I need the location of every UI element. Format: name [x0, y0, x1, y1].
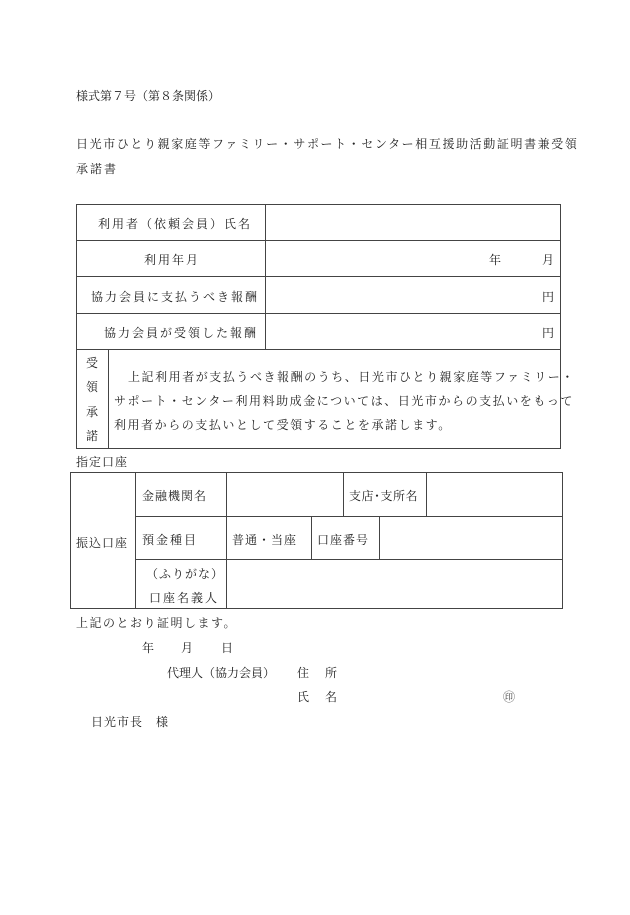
table1-consent-divider: [108, 349, 109, 449]
consent-text-line: 上記利用者が支払うべき報酬のうち、日光市ひとり親家庭等ファミリー・: [128, 370, 575, 384]
consent-label-char: 承: [86, 405, 99, 419]
name-label: 氏 名: [297, 690, 340, 704]
usage-month-label: 利用年月: [144, 253, 201, 267]
furigana-label: （ふりがな）: [146, 567, 225, 581]
table1-border-right: [560, 204, 561, 449]
table1-border-bottom: [76, 448, 561, 449]
user-name-label: 利用者（依頼会員）氏名: [98, 217, 253, 231]
table2-col-divider: [311, 516, 312, 559]
fee-to-pay-field[interactable]: [266, 277, 560, 313]
table2-col-divider: [343, 472, 344, 516]
consent-label-char: 領: [86, 380, 99, 394]
table2-col-divider: [135, 472, 136, 609]
agent-label: 代理人（協力会員）: [167, 666, 276, 680]
bank-name-label: 金融機関名: [142, 489, 208, 503]
table2-border-left: [70, 472, 71, 609]
yen-unit: 円: [542, 290, 555, 304]
consent-text-line: サポート・センター利用料助成金については、日光市からの支払いをもって: [114, 394, 574, 408]
date-month: 月: [181, 641, 194, 655]
account-holder-field[interactable]: [227, 560, 562, 608]
branch-field[interactable]: [427, 473, 562, 516]
consent-text-line: 利用者からの支払いとして受領することを承諾します。: [114, 418, 452, 432]
branch-label: 支店･支所名: [349, 489, 419, 503]
table1-row-divider: [76, 349, 561, 350]
account-holder-label: 口座名義人: [149, 591, 220, 605]
transfer-account-label: 振込口座: [76, 536, 129, 550]
usage-month-field[interactable]: [266, 241, 560, 276]
bank-name-field[interactable]: [227, 473, 343, 516]
account-number-field[interactable]: [380, 517, 562, 559]
deposit-type-label: 預金種目: [142, 533, 199, 547]
fee-received-label: 協力会員が受領した報酬: [104, 326, 259, 340]
document-title-line1: 日光市ひとり親家庭等ファミリー・サポート・センター相互援助活動証明書兼受領: [76, 137, 579, 151]
deposit-type-options[interactable]: 普通・当座: [232, 533, 298, 547]
yen-unit: 円: [542, 326, 555, 340]
date-day: 日: [221, 641, 234, 655]
date-year: 年: [142, 641, 155, 655]
table2-border-right: [562, 472, 563, 609]
document-title-line2: 承諾書: [76, 162, 119, 176]
form-number: 様式第７号（第８条関係）: [76, 89, 221, 103]
address-label: 住 所: [297, 666, 340, 680]
fee-received-field[interactable]: [266, 314, 560, 349]
consent-label-char: 受: [86, 356, 99, 370]
account-heading: 指定口座: [76, 455, 129, 469]
year-unit: 年: [489, 253, 502, 267]
table1-border-left: [76, 204, 77, 449]
user-name-field[interactable]: [266, 205, 560, 240]
addressee: 日光市長 様: [91, 715, 170, 729]
account-number-label: 口座番号: [317, 533, 370, 547]
table2-border-bottom: [70, 608, 563, 609]
certify-text: 上記のとおり証明します。: [76, 616, 238, 630]
seal-icon: ㊞: [503, 690, 516, 704]
month-unit: 月: [542, 253, 555, 267]
consent-label-char: 諾: [86, 429, 99, 443]
fee-to-pay-label: 協力会員に支払うべき報酬: [91, 290, 260, 304]
